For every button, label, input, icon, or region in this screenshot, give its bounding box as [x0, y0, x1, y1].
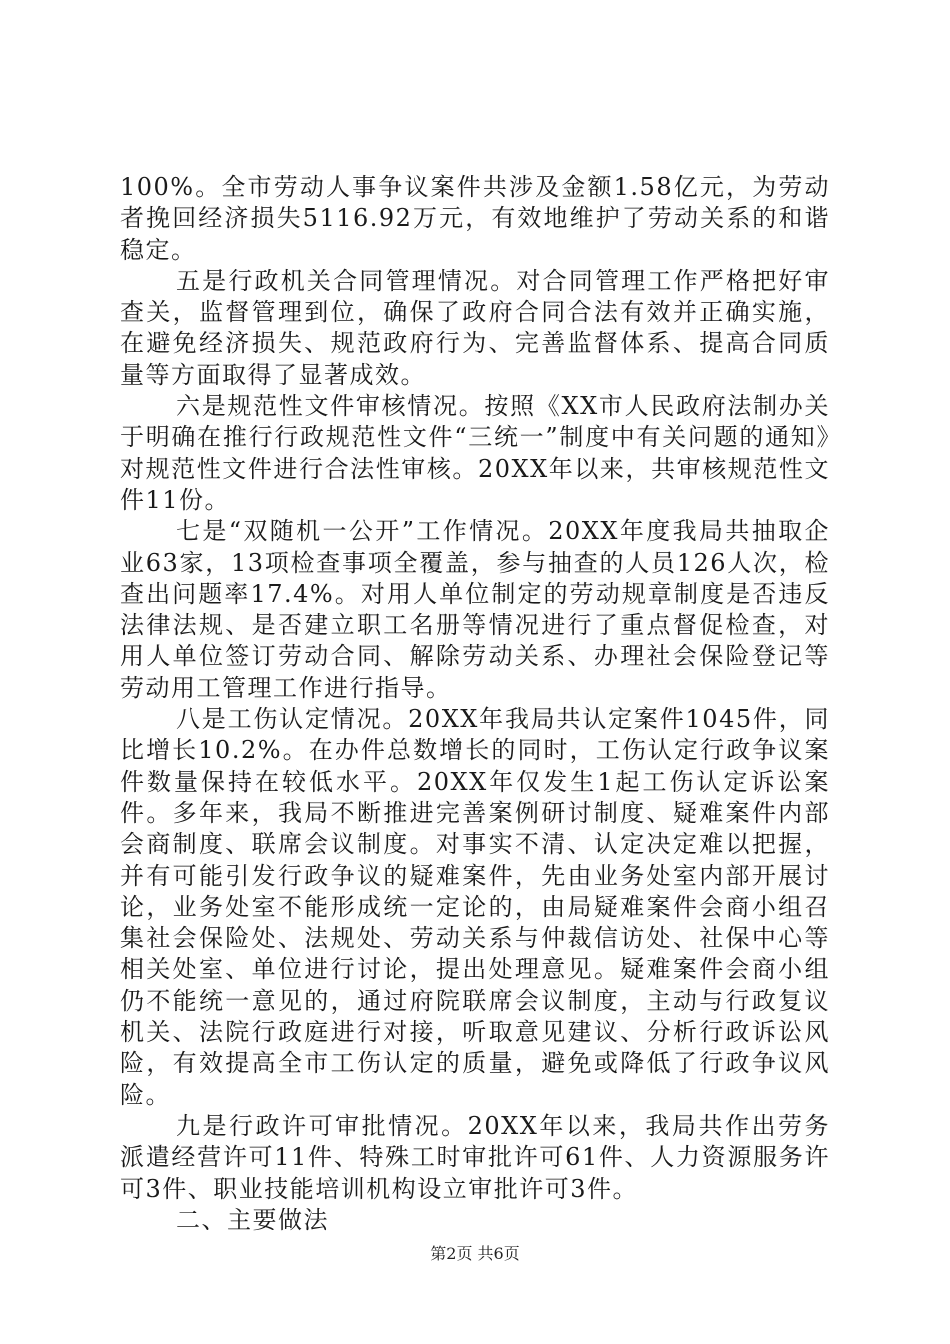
paragraph-labor-dispute-amount: 100%。全市劳动人事争议案件共涉及金额1.58亿元，为劳动者挽回经济损失5116.92万元，有效地维护了劳动关系的和谐稳定。	[120, 173, 830, 264]
paragraph-administrative-license: 九是行政许可审批情况。20XX年以来，我局共作出劳务派遣经营许可11件、特殊工时审批许可61件、人力资源服务许可3件、职业技能培训机构设立审批许可3件。	[120, 1111, 830, 1203]
paragraph-work-injury-recognition: 八是工伤认定情况。20XX年我局共认定案件1045件，同比增长10.2%。在办件总数增长的同时，工伤认定行政争议案件数量保持在较低水平。20XX年仅发生1起工伤认定诉讼案件。多年来，我局不断推进完善案例研讨制度、疑难案件内部会商制度、联席会议制度。对事实不清、认定决定难以把握，并有可能引发行政争议的疑难案件，先由业务处室内部开展讨论，业务处室不能形成统一定论的，由局疑难案件会商小组召集社会保险处、法规处、劳动关系与仲裁信访处、社保中心等相关处室、单位进行讨论，提出处理意见。疑难案件会商小组仍不能统一意见的，通过府院联席会议制度，主动与行政复议机关、法院行政庭进行对接，听取意见建议、分析行政诉讼风险，有效提高全市工伤认定的质量，避免或降低了行政争议风险。	[120, 705, 830, 1109]
paragraph-normative-document-review: 六是规范性文件审核情况。按照《XX市人民政府法制办关于明确在推行行政规范性文件“三统一”制度中有关问题的通知》对规范性文件进行合法性审核。20XX年以来，共审核规范性文件11份。	[120, 392, 830, 514]
paragraph-double-random-inspection: 七是“双随机一公开”工作情况。20XX年度我局共抽取企业63家，13项检查事项全覆盖，参与抽查的人员126人次，检查出问题率17.4%。对用人单位制定的劳动规章制度是否违反法律法规、是否建立职工名册等情况进行了重点督促检查，对用人单位签订劳动合同、解除劳动关系、办理社会保险登记等劳动用工管理工作进行指导。	[120, 517, 830, 702]
page-number-footer: 第2页 共6页	[430, 1244, 520, 1263]
document-body	[120, 172, 830, 1236]
paragraph-contract-management: 五是行政机关合同管理情况。对合同管理工作严格把好审查关，监督管理到位，确保了政府合同合法有效并正确实施，在避免经济损失、规范政府行为、完善监督体系、提高合同质量等方面取得了显著成效。	[120, 266, 830, 389]
section-heading-main-practices: 二、主要做法	[176, 1205, 329, 1234]
